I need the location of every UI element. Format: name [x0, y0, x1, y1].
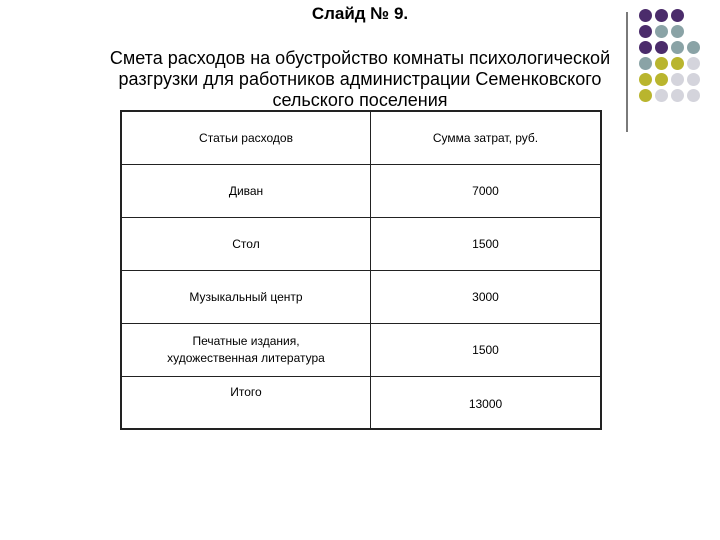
slide-label: Слайд № 9.: [311, 4, 409, 23]
item-cell: Диван: [121, 164, 371, 217]
decorative-dot: [655, 89, 668, 102]
table-header-row: [121, 111, 601, 164]
decorative-dot: [655, 41, 668, 54]
decorative-dot: [687, 89, 700, 102]
table-row: [121, 323, 601, 376]
total-amount: 13000: [468, 396, 503, 411]
amount-cell: 7000: [371, 164, 602, 217]
decorative-dot: [639, 25, 652, 38]
table-row: [121, 270, 601, 323]
decorative-dot: [639, 41, 652, 54]
total-amount-cell: [371, 376, 602, 429]
header-cell-amount: Сумма затрат, руб.: [371, 111, 602, 164]
table-row: [121, 164, 601, 217]
decorative-dot: [687, 57, 700, 70]
decorative-dot: [655, 73, 668, 86]
decorative-dot: [639, 73, 652, 86]
amount-cell: 3000: [371, 270, 602, 323]
decorative-dot: [671, 41, 684, 54]
slide-title: [100, 48, 620, 111]
decorative-dot: [655, 25, 668, 38]
total-label: Итого: [230, 384, 262, 399]
decorative-dot-grid: [639, 9, 720, 105]
item-line: художественная литература: [167, 350, 325, 365]
item-cell: Музыкальный центр: [121, 270, 371, 323]
item-cell: Стол: [121, 217, 371, 270]
decorative-dot: [687, 41, 700, 54]
decorative-dot: [671, 25, 684, 38]
title-line: сельского поселения: [272, 90, 448, 110]
decorative-dot: [671, 73, 684, 86]
decorative-dot: [671, 57, 684, 70]
budget-table: [120, 110, 602, 430]
amount-cell: 1500: [371, 323, 602, 376]
decorative-vertical-line: [626, 12, 628, 132]
amount-cell: 1500: [371, 217, 602, 270]
decorative-dot: [687, 73, 700, 86]
total-label-cell: [121, 376, 371, 429]
title-line: разгрузки для работников администрации Семенковского: [118, 69, 602, 89]
decorative-dot: [671, 9, 684, 22]
decorative-dot: [655, 57, 668, 70]
decorative-dot: [639, 9, 652, 22]
table-total-row: [121, 376, 601, 429]
title-line: Смета расходов на обустройство комнаты психологической: [109, 48, 611, 68]
decorative-dot: [655, 9, 668, 22]
table-row: [121, 217, 601, 270]
item-cell: [121, 323, 371, 376]
header-cell-items: Статьи расходов: [121, 111, 371, 164]
decorative-dot: [639, 89, 652, 102]
decorative-dot: [671, 89, 684, 102]
item-line: Печатные издания,: [192, 333, 300, 348]
decorative-dot: [639, 57, 652, 70]
